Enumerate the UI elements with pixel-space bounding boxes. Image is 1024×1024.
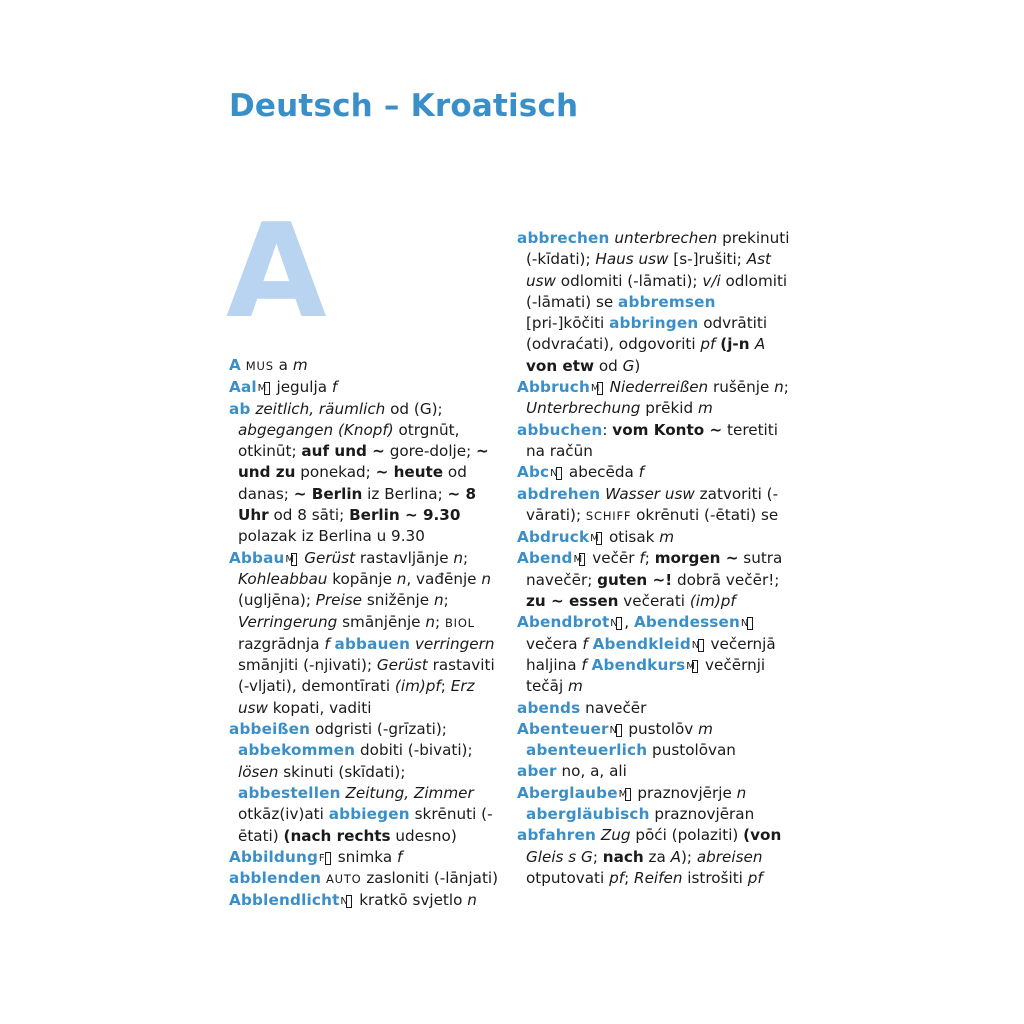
- phrase: ~ 8 Uhr: [238, 484, 477, 525]
- entry-text: kratkō svjetlo: [354, 891, 468, 910]
- dictionary-entry: [517, 548, 792, 612]
- phrase: (j-n: [720, 335, 755, 354]
- gender-tag: M: [692, 660, 698, 673]
- usage-note: f: [582, 634, 588, 653]
- usage-note: pf: [609, 868, 625, 887]
- usage-note: Verringerung: [238, 612, 338, 631]
- headword: abenteuerlich: [526, 741, 648, 760]
- entry-text: rastaviti (-vljati), demontīrati: [238, 656, 495, 696]
- entry-text: kopati, vaditi: [267, 698, 372, 717]
- phrase: guten ~!: [597, 570, 673, 589]
- headword: A: [229, 356, 241, 374]
- entry-text: navečēr: [580, 698, 647, 717]
- entry-text: ;: [592, 847, 603, 866]
- entry-text: ponekad;: [295, 463, 376, 482]
- usage-note: n: [467, 891, 477, 910]
- usage-note: (im)pf: [689, 592, 736, 611]
- usage-note: A: [670, 847, 681, 866]
- usage-note: m: [659, 528, 675, 547]
- entry-text: za: [643, 847, 671, 866]
- entry-text: odlomiti (-lāmati);: [555, 271, 703, 290]
- usage-note: n: [481, 569, 491, 588]
- entry-text: otkāz(iv)ati: [238, 805, 329, 824]
- gender-tag: M: [264, 382, 270, 395]
- entry-text: otputovati: [526, 868, 610, 887]
- usage-note: n: [433, 591, 444, 610]
- phrase: ~ heute: [375, 463, 444, 482]
- dictionary-entry: [229, 355, 504, 377]
- dictionary-entry: [229, 847, 504, 868]
- usage-note: n: [425, 612, 435, 631]
- headword: Abendkleid: [592, 634, 691, 653]
- dictionary-column-right: [517, 228, 792, 889]
- entry-text: teretiti na račūn: [526, 420, 778, 460]
- usage-note: verringern: [414, 634, 495, 653]
- entry-text: gore-dolje;: [384, 442, 477, 461]
- entry-text: razgrādnja: [238, 634, 325, 653]
- headword: Abdruck: [517, 528, 590, 547]
- entry-text: pōći (polaziti): [630, 826, 744, 845]
- entry-text: polazak iz Berlina u 9.30: [238, 527, 425, 546]
- dictionary-entry: [229, 719, 504, 847]
- usage-note: n: [774, 378, 784, 397]
- headword: Aberglaube: [517, 783, 618, 802]
- headword: ab: [229, 399, 251, 418]
- dictionary-entry: [517, 612, 792, 697]
- usage-note: n: [736, 783, 747, 802]
- usage-note: m: [292, 356, 308, 374]
- usage-note: Unterbrechung: [526, 399, 641, 418]
- gender-tag: M: [291, 553, 297, 566]
- entry-text: ;: [463, 548, 469, 567]
- usage-note: Gerüst: [376, 656, 428, 675]
- usage-note: lösen: [238, 762, 279, 781]
- entry-text: rušēnje: [708, 378, 775, 397]
- headword: abends: [517, 698, 581, 717]
- usage-note: Preise: [315, 591, 363, 610]
- headword: Aal: [229, 378, 257, 397]
- gender-tag: N: [616, 724, 622, 737]
- gender-tag: M: [625, 788, 631, 801]
- entry-text: zasloniti (-lānjati): [361, 869, 499, 888]
- headword: abbiegen: [328, 805, 410, 824]
- headword: abbremsen: [618, 292, 716, 311]
- headword: abdrehen: [517, 484, 601, 503]
- headword: Abend: [517, 549, 573, 568]
- usage-note: (im)pf: [394, 677, 441, 696]
- dictionary-entry: [517, 783, 792, 826]
- usage-note: Haus usw: [595, 250, 669, 269]
- entry-text: odgristi (-grīzati);: [310, 720, 447, 739]
- entry-text: jegulja: [271, 378, 332, 397]
- dictionary-entry: [517, 527, 792, 548]
- usage-note: n: [396, 569, 407, 588]
- usage-note: m: [568, 677, 583, 696]
- usage-note: pf: [700, 335, 716, 354]
- phrase: von etw: [526, 356, 595, 375]
- entry-text: smānjiti (-njivati);: [238, 656, 377, 675]
- gender-tag: N: [747, 617, 753, 630]
- entry-text: prēkid: [640, 399, 698, 418]
- phrase: auf und ~: [301, 442, 385, 461]
- entry-text: abecēda: [564, 463, 639, 482]
- phrase: (von: [743, 826, 782, 845]
- entry-text: a: [273, 356, 293, 374]
- entry-text: snimka: [332, 847, 397, 866]
- entry-text: prekinuti (-kīdati);: [526, 229, 790, 269]
- headword: Abbildung: [229, 847, 319, 866]
- gender-tag: M: [596, 532, 602, 545]
- phrase: (nach rechts: [283, 826, 391, 845]
- dictionary-entry: [229, 399, 504, 548]
- phrase: Berlin ~ 9.30: [349, 506, 461, 525]
- page-title: Deutsch – Kroatisch: [229, 88, 579, 124]
- entry-text: [pri-]kōčiti: [526, 314, 610, 333]
- gender-tag: N: [346, 895, 352, 908]
- entry-text: skrēnuti (-ētati): [238, 805, 493, 845]
- usage-note: abreisen: [696, 847, 763, 866]
- headword: abbringen: [609, 314, 699, 333]
- entry-text: okrēnuti (-ētati) se: [631, 505, 779, 524]
- headword: Abblendlicht: [229, 891, 340, 910]
- dictionary-entry: [517, 228, 792, 377]
- entry-text: ;: [644, 549, 655, 568]
- entry-text: praznovjēran: [649, 805, 755, 824]
- entry-text: od 8 sāti;: [268, 506, 350, 525]
- headword: abbrechen: [517, 229, 610, 247]
- entry-text: skinuti (skīdati);: [278, 762, 406, 781]
- usage-note: zeitlich, räumlich: [255, 399, 386, 418]
- usage-note: f: [581, 655, 587, 674]
- usage-note: Zug: [600, 826, 631, 845]
- headword: abergläubisch: [526, 805, 650, 824]
- headword: Abenteuer: [517, 719, 609, 738]
- usage-note: Niederreißen: [609, 378, 709, 397]
- entry-text: no, a, ali: [556, 762, 627, 781]
- domain-label: BIOL: [444, 615, 475, 630]
- usage-note: m: [697, 399, 713, 418]
- entry-text: udesno): [390, 826, 457, 845]
- entry-text: iz Berlina;: [362, 484, 448, 503]
- usage-note: unterbrechen: [614, 229, 718, 247]
- entry-text: ;: [443, 591, 449, 610]
- dictionary-entry: [517, 462, 792, 483]
- headword: abbekommen: [238, 741, 356, 760]
- headword: Abbruch: [517, 378, 591, 397]
- usage-note: Zeitung, Zimmer: [345, 783, 474, 802]
- phrase: morgen ~: [654, 549, 739, 568]
- usage-note: f: [396, 847, 403, 866]
- entry-text: večērnji tečāj: [526, 655, 766, 696]
- phrase: nach: [602, 847, 644, 866]
- entry-text: praznovjērje: [632, 783, 737, 802]
- usage-note: n: [453, 548, 464, 567]
- entry-text: (ugljēna);: [238, 591, 316, 610]
- entry-text: dobrā večēr!;: [672, 570, 780, 589]
- entry-text: pustolōvan: [647, 741, 736, 760]
- headword: abfahren: [517, 826, 596, 845]
- gender-tag: N: [556, 467, 562, 480]
- entry-text: :: [602, 420, 613, 439]
- entry-text: od danas;: [238, 463, 467, 503]
- usage-note: f: [324, 634, 330, 653]
- dictionary-column-left: [229, 355, 504, 912]
- entry-text: rastavljānje: [355, 548, 454, 567]
- headword: aber: [517, 762, 557, 781]
- headword: Abbau: [229, 548, 285, 567]
- usage-note: pf: [747, 868, 763, 887]
- usage-note: Gerüst: [304, 548, 356, 567]
- headword: abbeißen: [229, 720, 311, 739]
- dictionary-entry: [517, 698, 792, 719]
- usage-note: Kohleabbau: [238, 569, 328, 588]
- gender-tag: M: [597, 382, 603, 395]
- domain-label: MUS: [245, 359, 274, 373]
- dictionary-entry: [517, 377, 792, 420]
- dictionary-entry: [517, 761, 792, 782]
- domain-label: AUTO: [325, 872, 362, 887]
- phrase: vom Konto ~: [612, 420, 723, 439]
- entry-text: ;: [783, 378, 789, 397]
- dictionary-entry: [517, 825, 792, 889]
- phrase: ~ und zu: [238, 442, 489, 482]
- entry-text: večēr: [587, 549, 640, 568]
- entry-text: večerati: [618, 592, 690, 611]
- entry-text: [s-]rušiti;: [668, 250, 747, 269]
- usage-note: Reifen: [634, 868, 683, 887]
- headword: Abendkurs: [591, 655, 686, 674]
- headword: abbauen: [334, 634, 411, 653]
- entry-text: otisak: [604, 528, 660, 547]
- usage-note: A: [754, 335, 766, 354]
- usage-note: f: [638, 463, 645, 482]
- dictionary-entry: [229, 890, 504, 911]
- gender-tag: F: [325, 852, 331, 865]
- dictionary-entry: [229, 868, 504, 890]
- entry-text: odlomiti (-lāmati) se: [526, 271, 788, 311]
- entry-text: sutra navečēr;: [526, 549, 783, 589]
- phrase: zu ~ essen: [526, 592, 619, 611]
- entry-text: ,: [624, 613, 634, 632]
- entry-text: , vađēnje: [406, 569, 482, 588]
- usage-note: Gleis s G: [526, 847, 593, 866]
- entry-text: smānjēnje: [337, 612, 426, 631]
- section-letter: A: [226, 195, 327, 347]
- entry-text: istrošiti: [682, 868, 748, 887]
- entry-text: od: [594, 356, 623, 375]
- headword: Abendessen: [633, 613, 741, 632]
- gender-tag: M: [579, 553, 585, 566]
- entry-text: od (G);: [385, 399, 443, 418]
- dictionary-entry: [517, 420, 792, 463]
- dictionary-entry: [229, 377, 504, 398]
- gender-tag: N: [698, 639, 704, 652]
- usage-note: abgegangen (Knopf): [238, 420, 394, 439]
- usage-note: f: [639, 549, 645, 568]
- entry-text: ;: [624, 868, 635, 887]
- headword: abblenden: [229, 869, 322, 888]
- usage-note: Wasser usw: [605, 484, 695, 503]
- entry-text: večera: [526, 634, 583, 653]
- usage-note: G: [622, 356, 635, 375]
- entry-text: ;: [440, 677, 451, 696]
- entry-text: odvrātiti (odvraćati), odgovoriti: [526, 314, 768, 354]
- entry-text: otrgnūt, otkinūt;: [238, 420, 460, 461]
- dictionary-entry: [229, 548, 504, 719]
- usage-note: Erz usw: [238, 677, 475, 717]
- phrase: ~ Berlin: [293, 484, 363, 503]
- domain-label: SCHIFF: [585, 508, 632, 523]
- entry-text: pustolōv: [623, 719, 699, 738]
- usage-note: f: [331, 378, 338, 397]
- entry-text: večernjā haljina: [526, 634, 776, 674]
- entry-text: kopānje: [327, 569, 397, 588]
- entry-text: ): [634, 356, 641, 375]
- dictionary-entry: [517, 484, 792, 528]
- entry-text: zatvoriti (-vārati);: [526, 484, 779, 524]
- gender-tag: N: [616, 617, 622, 630]
- usage-note: m: [698, 719, 713, 738]
- usage-note: v/i: [702, 271, 721, 290]
- headword: abbuchen: [517, 420, 603, 439]
- entry-text: dobiti (-bivati);: [355, 741, 473, 760]
- entry-text: snižēnje: [362, 591, 434, 610]
- entry-text: ;: [435, 612, 445, 631]
- entry-text: );: [680, 847, 697, 866]
- usage-note: Ast usw: [526, 250, 771, 290]
- headword: Abc: [517, 463, 550, 482]
- headword: Abendbrot: [517, 613, 610, 632]
- headword: abbestellen: [238, 783, 341, 802]
- dictionary-entry: [517, 719, 792, 762]
